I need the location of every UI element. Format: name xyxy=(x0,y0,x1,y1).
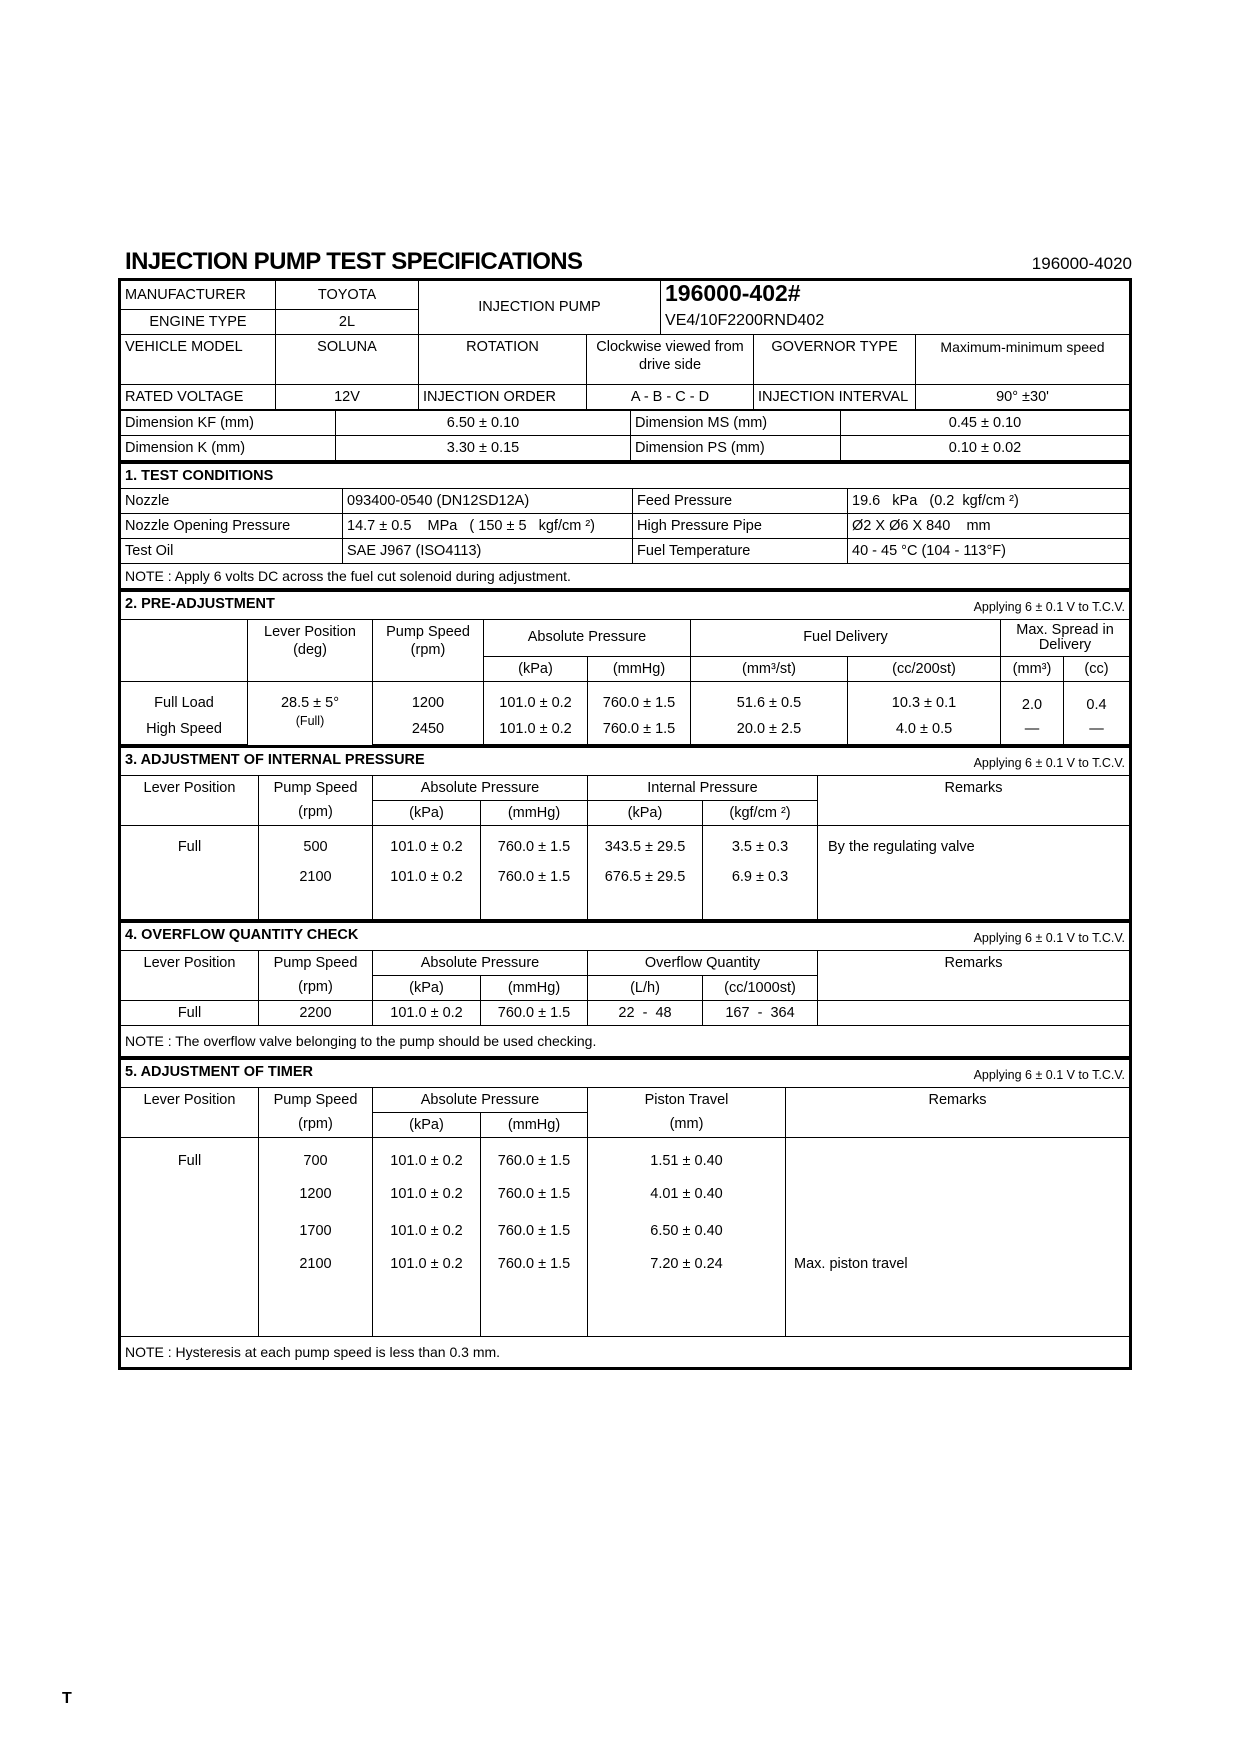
section-title: 4. OVERFLOW QUANTITY CHECK xyxy=(125,926,359,943)
timer-section xyxy=(118,1059,1132,1370)
unit-mmhg: (mmHg) xyxy=(481,975,588,1000)
feed-pressure-label: Feed Pressure xyxy=(633,488,848,513)
dim-kf-value: 6.50 ± 0.10 xyxy=(336,410,631,435)
remarks-header: Remarks xyxy=(818,950,1130,975)
remarks-header: Remarks xyxy=(818,775,1130,800)
nozzle-opening-pressure-label: Nozzle Opening Pressure xyxy=(121,513,343,538)
table-row: 2100 101.0 ± 0.2 760.0 ± 1.5 676.5 ± 29.5 6.9 ± 0.3 xyxy=(121,865,1130,920)
section-title: 2. PRE-ADJUSTMENT xyxy=(125,595,275,612)
nozzle-value: 093400-0540 (DN12SD12A) xyxy=(343,488,633,513)
vehicle-model-value: SOLUNA xyxy=(276,334,419,384)
absolute-pressure-header: Absolute Pressure xyxy=(373,1087,588,1112)
table-row: 1700 101.0 ± 0.2 760.0 ± 1.5 6.50 ± 0.40 xyxy=(121,1206,1130,1243)
manufacturer-value: TOYOTA xyxy=(276,281,419,310)
test-conditions-section xyxy=(118,463,1132,591)
dim-kf-label: Dimension KF (mm) xyxy=(121,410,336,435)
internal-pressure-section xyxy=(118,747,1132,922)
absolute-pressure-header: Absolute Pressure xyxy=(373,775,588,800)
table-row: Full 500 101.0 ± 0.2 760.0 ± 1.5 343.5 ± 29.5 3.5 ± 0.3 By the regulating valve xyxy=(121,825,1130,865)
table-row: 2100 101.0 ± 0.2 760.0 ± 1.5 7.20 ± 0.24 Max. piston travel xyxy=(121,1243,1130,1337)
page-title: INJECTION PUMP TEST SPECIFICATIONS xyxy=(125,248,583,275)
governor-type-value: Maximum-minimum speed xyxy=(916,334,1130,384)
feed-pressure-value: 19.6 kPa (0.2 kgf/cm ²) xyxy=(848,488,1130,513)
fuel-temperature-value: 40 - 45 °C (104 - 113°F) xyxy=(848,538,1130,563)
high-pressure-pipe-value: Ø2 X Ø6 X 840 mm xyxy=(848,513,1130,538)
lever-position-sub: (Full) xyxy=(295,713,325,728)
rotation-label: ROTATION xyxy=(419,334,587,384)
remark-value: By the regulating valve xyxy=(818,825,1130,865)
table-row: 1200 101.0 ± 0.2 760.0 ± 1.5 4.01 ± 0.40 xyxy=(121,1173,1130,1206)
table-row: High Speed 2450 101.0 ± 0.2 760.0 ± 1.5 20.0 ± 2.5 4.0 ± 0.5 — — xyxy=(121,717,1130,745)
table-row: Full 700 101.0 ± 0.2 760.0 ± 1.5 1.51 ± 0.40 xyxy=(121,1137,1130,1173)
spec-sheet xyxy=(118,246,1132,1370)
remarks-header: Remarks xyxy=(786,1087,1130,1112)
overflow-section xyxy=(118,922,1132,1059)
applying-voltage: Applying 6 ± 0.1 V to T.C.V. xyxy=(973,755,1125,770)
lever-position-header: Lever Position (deg) xyxy=(248,619,373,681)
dim-k-label: Dimension K (mm) xyxy=(121,435,336,460)
lever-position-header: Lever Position xyxy=(121,950,259,975)
pump-speed-header: Pump Speed (rpm) xyxy=(373,619,484,681)
dim-k-value: 3.30 ± 0.15 xyxy=(336,435,631,460)
lever-position-header: Lever Position xyxy=(121,1087,259,1112)
info-block xyxy=(118,278,1132,463)
unit-cc: (cc) xyxy=(1064,656,1130,681)
unit-mm: (mm) xyxy=(588,1112,786,1137)
unit-cc-1000st: (cc/1000st) xyxy=(703,975,818,1000)
injection-interval-label: INJECTION INTERVAL xyxy=(754,384,916,409)
lever-value: Full xyxy=(121,825,259,865)
nozzle-label: Nozzle xyxy=(121,488,343,513)
test-oil-label: Test Oil xyxy=(121,538,343,563)
note: NOTE : The overflow valve belonging to the pump should be used checking. xyxy=(121,1025,1130,1056)
lever-position-value: 28.5 ± 5° xyxy=(280,694,340,711)
injection-order-label: INJECTION ORDER xyxy=(419,384,587,409)
table-row: Full Load 28.5 ± 5° (Full) 1200 101.0 ± 0.2 760.0 ± 1.5 51.6 ± 0.5 10.3 ± 0.1 2.0 0.4 xyxy=(121,681,1130,717)
test-oil-value: SAE J967 (ISO4113) xyxy=(343,538,633,563)
dim-ps-value: 0.10 ± 0.02 xyxy=(841,435,1130,460)
unit-kpa: (kPa) xyxy=(373,975,481,1000)
dim-ps-label: Dimension PS (mm) xyxy=(631,435,841,460)
pump-speed-header: Pump Speed xyxy=(259,950,373,975)
lever-value: Full xyxy=(121,1137,259,1173)
injection-order-value: A - B - C - D xyxy=(587,384,754,409)
manufacturer-label: MANUFACTURER xyxy=(121,281,276,310)
absolute-pressure-header: Absolute Pressure xyxy=(484,619,691,656)
note: NOTE : Hysteresis at each pump speed is less than 0.3 mm. xyxy=(121,1336,1130,1367)
high-pressure-pipe-label: High Pressure Pipe xyxy=(633,513,848,538)
unit-rpm: (rpm) xyxy=(259,975,373,1000)
fuel-delivery-header: Fuel Delivery xyxy=(691,619,1001,656)
lever-position-header: Lever Position xyxy=(121,775,259,800)
governor-type-label: GOVERNOR TYPE xyxy=(754,334,916,384)
overflow-quantity-header: Overflow Quantity xyxy=(588,950,818,975)
engine-type-value: 2L xyxy=(276,309,419,334)
dim-ms-label: Dimension MS (mm) xyxy=(631,410,841,435)
unit-kpa: (kPa) xyxy=(484,656,588,681)
fuel-temperature-label: Fuel Temperature xyxy=(633,538,848,563)
unit-rpm: (rpm) xyxy=(259,800,373,825)
unit-lh: (L/h) xyxy=(588,975,703,1000)
applying-voltage: Applying 6 ± 0.1 V to T.C.V. xyxy=(973,930,1125,945)
applying-voltage: Applying 6 ± 0.1 V to T.C.V. xyxy=(973,599,1125,614)
unit-mm3-st: (mm³/st) xyxy=(691,656,848,681)
injection-interval-value: 90° ±30' xyxy=(916,384,1130,409)
header xyxy=(118,246,1132,278)
rated-voltage-label: RATED VOLTAGE xyxy=(121,384,276,409)
vehicle-model-label: VEHICLE MODEL xyxy=(121,334,276,384)
table-row: Full 2200 101.0 ± 0.2 760.0 ± 1.5 22 - 48 167 - 364 xyxy=(121,1000,1130,1025)
rotation-value: Clockwise viewed from drive side xyxy=(587,334,754,384)
piston-travel-header: Piston Travel xyxy=(588,1087,786,1112)
pump-speed-header: Pump Speed xyxy=(259,775,373,800)
engine-type-label: ENGINE TYPE xyxy=(121,309,276,334)
unit-kpa: (kPa) xyxy=(373,800,481,825)
max-spread-header: Max. Spread in Delivery xyxy=(1001,619,1130,656)
unit-kgf: (kgf/cm ²) xyxy=(703,800,818,825)
unit-mmhg: (mmHg) xyxy=(588,656,691,681)
absolute-pressure-header: Absolute Pressure xyxy=(373,950,588,975)
unit-kpa: (kPa) xyxy=(588,800,703,825)
pump-number: 196000-402# xyxy=(665,280,801,306)
section-title: 1. TEST CONDITIONS xyxy=(121,463,1130,488)
injection-pump-label: INJECTION PUMP xyxy=(419,281,661,335)
pre-adjustment-section xyxy=(118,591,1132,747)
section-title: 3. ADJUSTMENT OF INTERNAL PRESSURE xyxy=(125,751,425,768)
applying-voltage: Applying 6 ± 0.1 V to T.C.V. xyxy=(973,1067,1125,1082)
section-title: 5. ADJUSTMENT OF TIMER xyxy=(125,1063,313,1080)
unit-kpa: (kPa) xyxy=(373,1112,481,1137)
unit-mm3: (mm³) xyxy=(1001,656,1064,681)
unit-rpm: (rpm) xyxy=(259,1112,373,1137)
dim-ms-value: 0.45 ± 0.10 xyxy=(841,410,1130,435)
internal-pressure-header: Internal Pressure xyxy=(588,775,818,800)
unit-mmhg: (mmHg) xyxy=(481,800,588,825)
note: NOTE : Apply 6 volts DC across the fuel cut solenoid during adjustment. xyxy=(121,563,1130,588)
pump-code: VE4/10F2200RND402 xyxy=(661,309,1130,334)
unit-mmhg: (mmHg) xyxy=(481,1112,588,1137)
rated-voltage-value: 12V xyxy=(276,384,419,409)
nozzle-opening-pressure-value: 14.7 ± 0.5 MPa ( 150 ± 5 kgf/cm ²) xyxy=(343,513,633,538)
corner-mark: T xyxy=(62,1690,72,1707)
pump-speed-header: Pump Speed xyxy=(259,1087,373,1112)
document-number: 196000-4020 xyxy=(1031,254,1132,273)
unit-cc-200st: (cc/200st) xyxy=(848,656,1001,681)
